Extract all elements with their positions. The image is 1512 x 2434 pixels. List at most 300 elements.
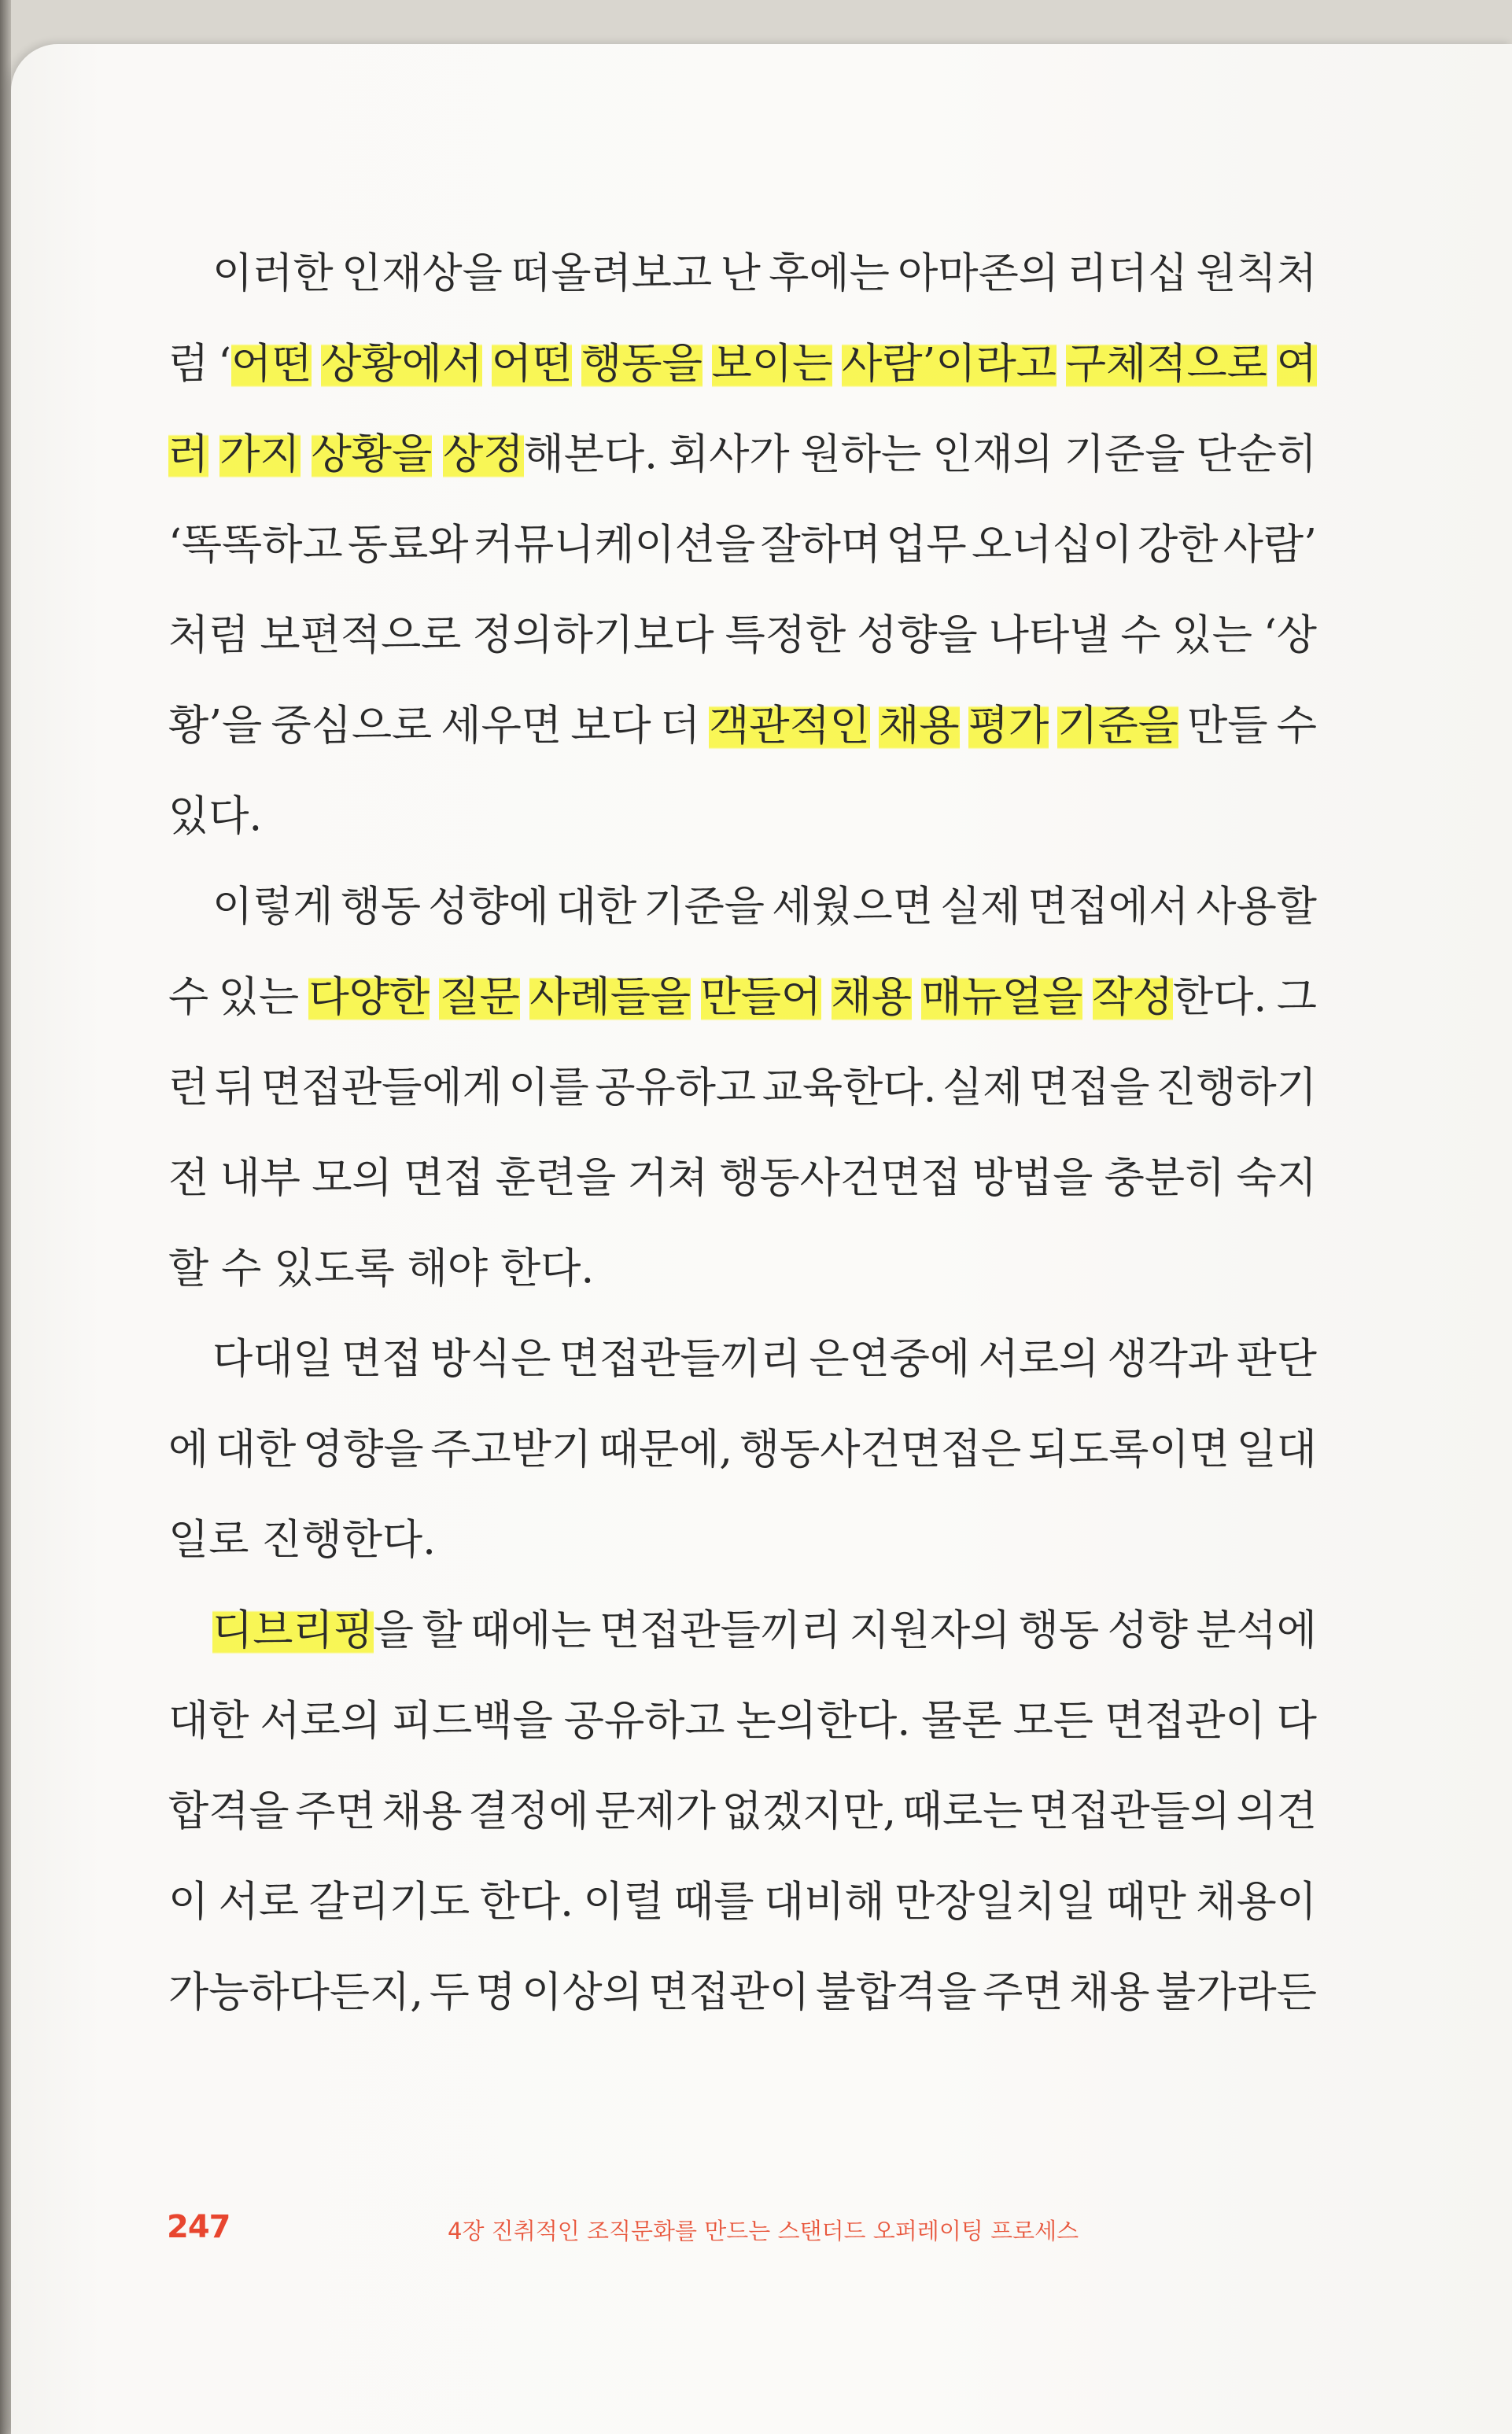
word [168,1133,208,1223]
word [1263,590,1317,680]
highlighted-text: 상황을 [312,409,433,500]
word [1156,1042,1317,1133]
paragraph [168,228,1317,861]
word [886,500,966,590]
word [832,952,912,1042]
word [212,228,334,319]
word [500,1223,594,1314]
text-run: 서로 [218,1878,300,1926]
text-run: 떠올려보고 [511,249,713,297]
word [669,409,790,500]
text-run: 한다. [1173,973,1267,1021]
text-run: 황’을 [168,702,263,750]
highlighted-text: 행동을 [581,319,703,409]
word [595,1042,756,1133]
word [898,228,1059,319]
word [215,1042,255,1133]
word [496,1133,617,1223]
word [404,1133,484,1223]
word [443,409,658,500]
text-line [168,1766,1317,1857]
word [816,1947,977,2038]
text-run: 진행한다. [261,1516,436,1564]
text-run: 성향을 [857,611,978,659]
word [1019,1585,1099,1676]
word [168,500,343,590]
word [701,952,822,1042]
word [1028,861,1189,952]
text-line [168,771,1317,861]
word [439,952,519,1042]
word [341,861,421,952]
word [382,1766,462,1857]
word [921,952,1082,1042]
text-run: 이럴 [583,1878,664,1926]
text-run: 생각과 [1107,1335,1229,1383]
text-run: 만들 [1187,702,1268,750]
word [522,1947,643,2038]
text-line [168,500,1317,590]
highlighted-text: 객관적인 [709,680,870,771]
word [430,1947,470,2038]
word [168,1404,208,1495]
word [1156,1947,1317,2038]
word [857,590,978,680]
text-run: 성향 [1107,1606,1188,1654]
text-run: 특정한 [725,611,846,659]
text-run: 채용이 [1196,1878,1317,1926]
word [760,500,881,590]
word [801,409,922,500]
text-run: 다 [1276,1697,1317,1745]
word [921,1676,1001,1766]
word [274,1223,395,1314]
text-run: 행동사건면접 [719,1154,961,1202]
word [559,1314,801,1404]
text-run: 면접 [403,1154,485,1202]
word [1069,1947,1149,2038]
word [1029,1042,1150,1133]
word [809,1314,970,1404]
text-line [168,590,1317,680]
word [221,1223,261,1314]
text-run: 없겠지만, [721,1787,897,1835]
word [673,1857,754,1947]
highlighted-text: 어떤 [231,319,312,409]
word [1093,952,1267,1042]
text-run: 내부 [219,1154,301,1202]
text-run: 면접관들에게 [260,1064,503,1112]
word [940,861,1020,952]
word [430,1404,592,1495]
text-run: 동료와 [347,521,469,569]
highlighted-text: 채용 [879,680,959,771]
text-run: 보다 [570,702,651,750]
text-run: 뒤 [214,1064,255,1112]
word [1277,1676,1317,1766]
word [212,1314,334,1404]
word [468,1766,589,1857]
text-run: 명 [475,1968,516,2016]
text-run: 판단 [1236,1335,1317,1383]
word [1196,1857,1317,1947]
highlighted-text: 사람 [842,319,922,409]
word [312,1133,392,1223]
text-run: 대한 [215,1425,297,1473]
text-run: 때만 [1105,1878,1186,1926]
word [308,1857,470,1947]
word [261,1495,436,1585]
text-run: 면접관들끼리 [559,1335,801,1383]
word [902,1766,1023,1857]
word [1067,228,1188,319]
text-run: 단순히 [1196,430,1317,478]
word [719,1133,961,1223]
text-run: 있는 [218,973,300,1021]
word [511,228,712,319]
word [772,861,933,952]
text-run: 사용할 [1196,883,1317,931]
word [648,1947,809,2038]
word [508,1042,588,1133]
word [1187,680,1267,771]
page-edge-shadow [0,0,11,2434]
text-run: 때에는 [470,1606,592,1654]
word [321,319,482,409]
text-run: 방법을 [972,1154,1093,1202]
text-run: 행동사건면접은 [739,1425,1022,1473]
text-run: 대한 [168,1697,249,1745]
text-line [168,1857,1317,1947]
text-run: ‘상 [1263,611,1317,659]
word [472,590,714,680]
text-run: 한다. [500,1245,595,1293]
text-run: 런 [168,1064,209,1112]
text-run: 모의 [312,1154,393,1202]
word [480,1857,573,1947]
text-run: 원칙처 [1196,249,1317,297]
word [212,1585,414,1676]
word [312,409,433,500]
text-run: 논의한다. [736,1697,911,1745]
word [712,319,833,409]
word [168,409,208,500]
word [564,1676,725,1766]
text-line [168,228,1317,319]
text-run: 진행하기 [1156,1064,1317,1112]
text-run: 주고받기 [430,1425,592,1473]
word [422,1585,462,1676]
text-run: 강한 [1138,521,1219,569]
text-run: 가능하다든지, [168,1968,424,2016]
highlighted-text: 사례들을 [529,952,691,1042]
word [441,680,562,771]
word [220,1133,301,1223]
text-run: 대한 [555,883,637,931]
text-run: 인재상을 [341,249,503,297]
word [583,1857,663,1947]
highlighted-text: 여 [1277,319,1317,409]
word [219,1857,299,1947]
text-line [168,861,1317,952]
word [989,590,1110,680]
highlighted-text: 러 [168,409,208,500]
word [430,1314,551,1404]
word [168,1766,289,1857]
word [219,409,300,500]
text-line [168,1223,1317,1314]
word [850,1585,1011,1676]
word [168,680,262,771]
text-run: 수 [1276,702,1317,750]
text-run: 면접 [341,1335,422,1383]
word [972,1133,1093,1223]
text-run: 후에는 [769,249,890,297]
text-run: 숙지 [1236,1154,1317,1202]
text-line [168,1314,1317,1404]
text-run: 에 [168,1425,209,1473]
text-run: 업무 [886,521,967,569]
word [308,952,430,1042]
word [570,680,651,771]
word [595,1766,716,1857]
text-run: 공유하고 [595,1064,757,1112]
word [168,1947,423,2038]
text-run: 리더십 [1067,249,1188,297]
word [392,1676,553,1766]
text-run: 주면 [983,1968,1064,2016]
highlighted-text: 만들어 [701,952,822,1042]
word [725,590,846,680]
text-run: 한다. [479,1878,573,1926]
text-run: 채용 [1069,1968,1150,2016]
text-run: 서로의 [978,1335,1100,1383]
word [218,319,312,409]
highlighted-text: 구체적으로 [1066,319,1267,409]
word [983,1947,1063,2038]
word [1064,409,1186,500]
text-run: 실제 [940,883,1021,931]
text-line [168,952,1317,1042]
word [644,861,765,952]
highlighted-text: 디브리핑 [212,1585,374,1676]
word [1138,500,1218,590]
word [1237,1133,1317,1223]
text-run: 을 [373,1606,414,1654]
text-run: 그 [1276,973,1317,1021]
text-run: 결정에 [468,1787,589,1835]
text-run: 피드백을 [391,1697,553,1745]
text-run: 거쳐 [627,1154,708,1202]
word [492,319,572,409]
word [168,1042,208,1133]
text-run: 기준을 [644,883,765,931]
text-run: 해야 [407,1245,489,1293]
word [739,1404,1021,1495]
text-line [168,409,1317,500]
highlighted-text: 작성 [1093,952,1173,1042]
text-line [168,680,1317,771]
text-run: 때문에, [598,1425,733,1473]
text-run: 모든 [1012,1697,1093,1745]
highlighted-text: 상황에서 [321,319,482,409]
text-line [168,1585,1317,1676]
word [295,1766,375,1857]
highlighted-text: 가지 [219,409,300,500]
word [721,228,761,319]
word [581,319,703,409]
word [979,1314,1100,1404]
word [1223,500,1317,590]
text-run: 면접관이 [648,1968,810,2016]
highlighted-text: 어떤 [492,319,572,409]
word [168,771,262,861]
text-run: 두 [429,1968,470,2016]
text-run: 있는 [1171,611,1252,659]
text-run: 채용 [382,1787,463,1835]
word [1013,1676,1093,1766]
text-line [168,1495,1317,1585]
word [762,1042,937,1133]
text-run: 합격을 [168,1787,289,1835]
text-run: 만장일치일 [894,1878,1097,1926]
word [599,1404,732,1495]
word [1108,1314,1229,1404]
highlighted-text: 상정 [443,409,523,500]
text-run: 충분히 [1104,1154,1226,1202]
text-run: 중심으로 [271,702,433,750]
text-run: 커뮤니케이션을 [473,521,756,569]
text-line [168,1133,1317,1223]
word [303,1404,424,1495]
highlighted-text: 기준을 [1057,680,1178,771]
word [1196,1585,1317,1676]
text-run: 주면 [295,1787,376,1835]
word [736,1676,911,1766]
text-run: 정의하기보다 [472,611,714,659]
text-run: 럼 [168,340,209,388]
word [1028,1404,1230,1495]
text-run: 난 [720,249,761,297]
text-run: 세우면 [441,702,562,750]
text-run: 원하는 [800,430,922,478]
word [1196,228,1317,319]
text-run: 은연중에 [809,1335,971,1383]
paragraph [168,861,1317,1314]
word [260,590,461,680]
text-run: 일대 [1236,1425,1317,1473]
text-run: 면접관이 [1104,1697,1266,1745]
text-run: 서로의 [260,1697,381,1745]
text-run: 수 [221,1245,262,1293]
text-run: 이를 [508,1064,589,1112]
text-run: 영향을 [302,1425,424,1473]
word [348,500,469,590]
highlighted-text: 질문 [439,952,519,1042]
word [428,861,549,952]
text-run: 나타낼 [988,611,1110,659]
word [168,1223,208,1314]
text-run: 면접에서 [1027,883,1189,931]
text-run: 이상의 [522,1968,643,2016]
word [1104,1133,1226,1223]
text-run: 보편적으로 [260,611,462,659]
word [722,1766,897,1857]
text-line [168,1042,1317,1133]
word [219,952,299,1042]
text-run: 할 [168,1245,209,1293]
word [894,1857,1096,1947]
page-footer [167,2209,1347,2256]
word [1277,319,1317,409]
word [1196,409,1317,500]
text-run: ‘ [218,340,231,388]
text-run: 면접관들끼리 [599,1606,842,1654]
word [529,952,691,1042]
word [1277,680,1317,771]
word [968,680,1049,771]
text-run: 때를 [673,1878,754,1926]
text-run: 세웠으면 [772,883,933,931]
word [341,228,503,319]
word [168,1495,249,1585]
text-run: 면접관들의 [1028,1787,1230,1835]
word [932,409,1053,500]
highlighted-text: 보이는 [712,319,833,409]
word [1057,680,1178,771]
highlighted-text: 매뉴얼을 [921,952,1082,1042]
text-run: 사람’ [1223,521,1317,569]
word [1105,1857,1186,1947]
highlighted-text: 채용 [832,952,912,1042]
text-run: 있도록 [274,1245,395,1293]
word [168,590,249,680]
word [1104,1676,1266,1766]
text-run: 의견 [1236,1787,1317,1835]
highlighted-text: 평가 [968,680,1049,771]
word [1237,1404,1317,1495]
word [1237,1314,1317,1404]
text-run: 때로는 [902,1787,1023,1835]
text-run: 다대일 [212,1335,334,1383]
text-run: 할 [422,1606,463,1654]
text-run: 물론 [921,1697,1002,1745]
text-run: 이렇게 [212,883,334,931]
text-run: 훈련을 [495,1154,617,1202]
word [628,1133,708,1223]
text-run: 전 [168,1154,209,1202]
word [168,319,208,409]
text-run: 불합격을 [815,1968,977,2016]
page-number: 247 [167,2209,230,2245]
paragraph [168,1314,1317,1585]
text-line [168,1404,1317,1495]
paragraph [168,1585,1317,2038]
word [1196,861,1317,952]
text-run: 대비해 [764,1878,885,1926]
text-run: 행동 [1018,1606,1100,1654]
text-run: 해본다. [523,430,658,478]
word [556,861,636,952]
text-run: 처럼 [168,611,249,659]
word [260,1676,381,1766]
highlighted-text: 다양한 [308,952,430,1042]
word [709,680,870,771]
text-run: 지원자의 [849,1606,1011,1654]
text-run: ‘똑똑하고 [168,521,343,569]
text-run: 수 [168,973,209,1021]
text-line [168,1947,1317,2038]
